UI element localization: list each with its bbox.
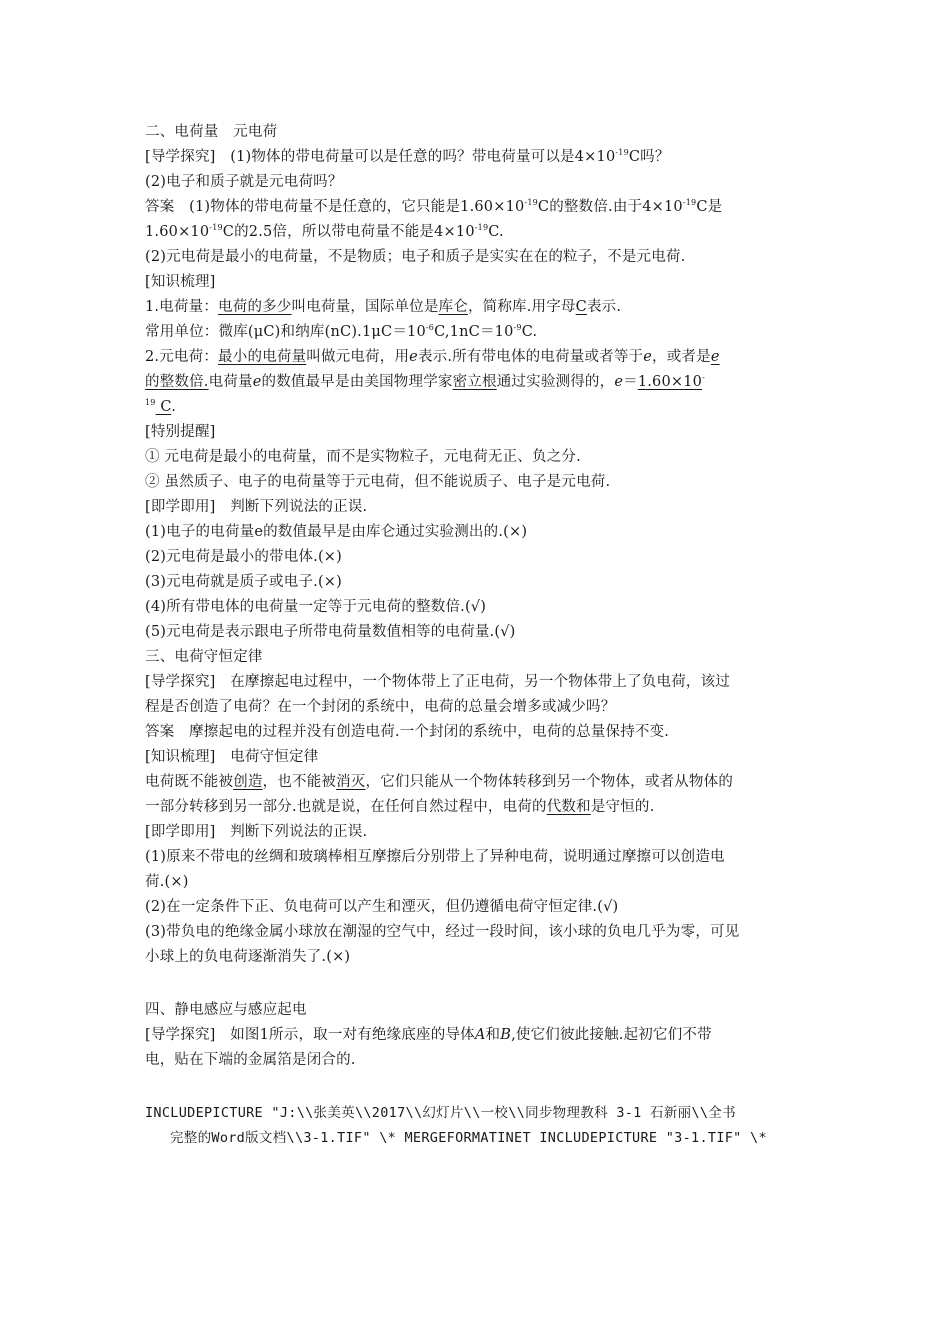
conservation-judgement-3a: (3)带负电的绝缘金属小球放在潮湿的空气中，经过一段时间，该小球的负电几乎为零，可见 <box>145 924 740 940</box>
knowledge-units: 常用单位：微库(μC)和纳库$(nC).1\mu C=10^{-6}C,1nC=10^{-9}C$. <box>145 323 538 340</box>
section-heading-conservation: 三、电荷守恒定律 <box>145 649 263 665</box>
knowledge-label: [知识梳理] <box>145 274 216 290</box>
explore-question-1: [导学探究] (1)物体的带电荷量可以是任意的吗？带电荷量可以是$4\times 10^{-19}C$吗？ <box>145 148 670 165</box>
reminder-label: [特别提醒] <box>145 424 216 440</box>
knowledge-millikan: 的整数倍.电荷量e的数值最早是由美国物理学家密立根通过实验测得的，e＝1.60×10- <box>145 373 706 390</box>
field-code-line-1: INCLUDEPICTURE "J:\\张美英\\2017\\幻灯片\\一校\\同步物理教科 3-1 石新丽\\全书 <box>145 1105 736 1121</box>
conservation-law-2: 一部分转移到另一部分.也就是说，在任何自然过程中，电荷的代数和是守恒的. <box>145 799 655 815</box>
knowledge-elementary-charge: 2.元电荷：最小的电荷量叫做元电荷，用e表示.所有带电体的电荷量或者等于e，或者是e <box>145 349 720 365</box>
answer-line-3: (2)元电荷是最小的电荷量，不是物质；电子和质子是实实在在的粒子，不是元电荷. <box>145 249 686 265</box>
judgement-3: (3)元电荷就是质子或电子.(×) <box>145 574 343 590</box>
judgement-5: (5)元电荷是表示跟电子所带电荷量数值相等的电荷量.(√) <box>145 624 516 640</box>
reminder-1: ① 元电荷是最小的电荷量，而不是实物粒子，元电荷无正、负之分. <box>145 449 581 465</box>
answer-line-2: $1.60\times 10^{-19}C$的2.5倍，所以带电荷量不能是$4\times 10^{-19}C$. <box>145 223 504 240</box>
knowledge-millikan-cont: $^{19}$ C. <box>145 398 176 415</box>
judgement-4: (4)所有带电体的电荷量一定等于元电荷的整数倍.(√) <box>145 599 487 615</box>
explore-induction-2: 电，贴在下端的金属箔是闭合的. <box>145 1052 356 1068</box>
answer-line-1: 答案 (1)物体的带电荷量不是任意的，它只能是$1.60\times 10^{-19}C$的整数倍.由于$4\times 10^{-19}C$是 <box>145 198 723 215</box>
apply-label-2: [即学即用] 判断下列说法的正误. <box>145 824 368 840</box>
judgement-2: (2)元电荷是最小的带电体.(×) <box>145 549 343 565</box>
section-heading-charge: 二、电荷量 元电荷 <box>145 124 278 140</box>
reminder-2: ② 虽然质子、电子的电荷量等于元电荷，但不能说质子、电子是元电荷. <box>145 474 611 490</box>
apply-label: [即学即用] 判断下列说法的正误. <box>145 499 368 515</box>
section-heading-induction: 四、静电感应与感应起电 <box>145 1002 307 1018</box>
judgement-1: (1)电子的电荷量e的数值最早是由库仑通过实验测出的.(×) <box>145 524 528 540</box>
field-code-line-2: 完整的Word版文档\\3-1.TIF" \* MERGEFORMATINET INCLUDEPICTURE "3-1.TIF" \* <box>170 1130 767 1146</box>
conservation-judgement-1b: 荷.(×) <box>145 874 189 890</box>
conservation-judgement-1a: (1)原来不带电的丝绸和玻璃棒相互摩擦后分别带上了异种电荷，说明通过摩擦可以创造电 <box>145 849 725 865</box>
conservation-judgement-2: (2)在一定条件下正、负电荷可以产生和湮灭，但仍遵循电荷守恒定律.(√) <box>145 899 619 915</box>
knowledge-charge-quantity: 1.电荷量：电荷的多少叫电荷量，国际单位是库仑，简称库.用字母C表示. <box>145 299 622 315</box>
explore-conservation-2: 程是否创造了电荷？在一个封闭的系统中，电荷的总量会增多或减少吗？ <box>145 699 616 715</box>
knowledge-conservation-label: [知识梳理] 电荷守恒定律 <box>145 749 319 765</box>
conservation-judgement-3b: 小球上的负电荷逐渐消失了.(×) <box>145 949 351 965</box>
explore-induction-1: [导学探究] 如图1所示，取一对有绝缘底座的导体A和B,使它们彼此接触.起初它们不带 <box>145 1027 712 1043</box>
conservation-law-1: 电荷既不能被创造，也不能被消灭，它们只能从一个物体转移到另一个物体，或者从物体的 <box>145 774 734 790</box>
answer-conservation: 答案 摩擦起电的过程并没有创造电荷.一个封闭的系统中，电荷的总量保持不变. <box>145 724 670 740</box>
explore-conservation-1: [导学探究] 在摩擦起电过程中，一个物体带上了正电荷，另一个物体带上了负电荷，该过 <box>145 674 731 690</box>
explore-question-2: (2)电子和质子就是元电荷吗？ <box>145 174 343 190</box>
